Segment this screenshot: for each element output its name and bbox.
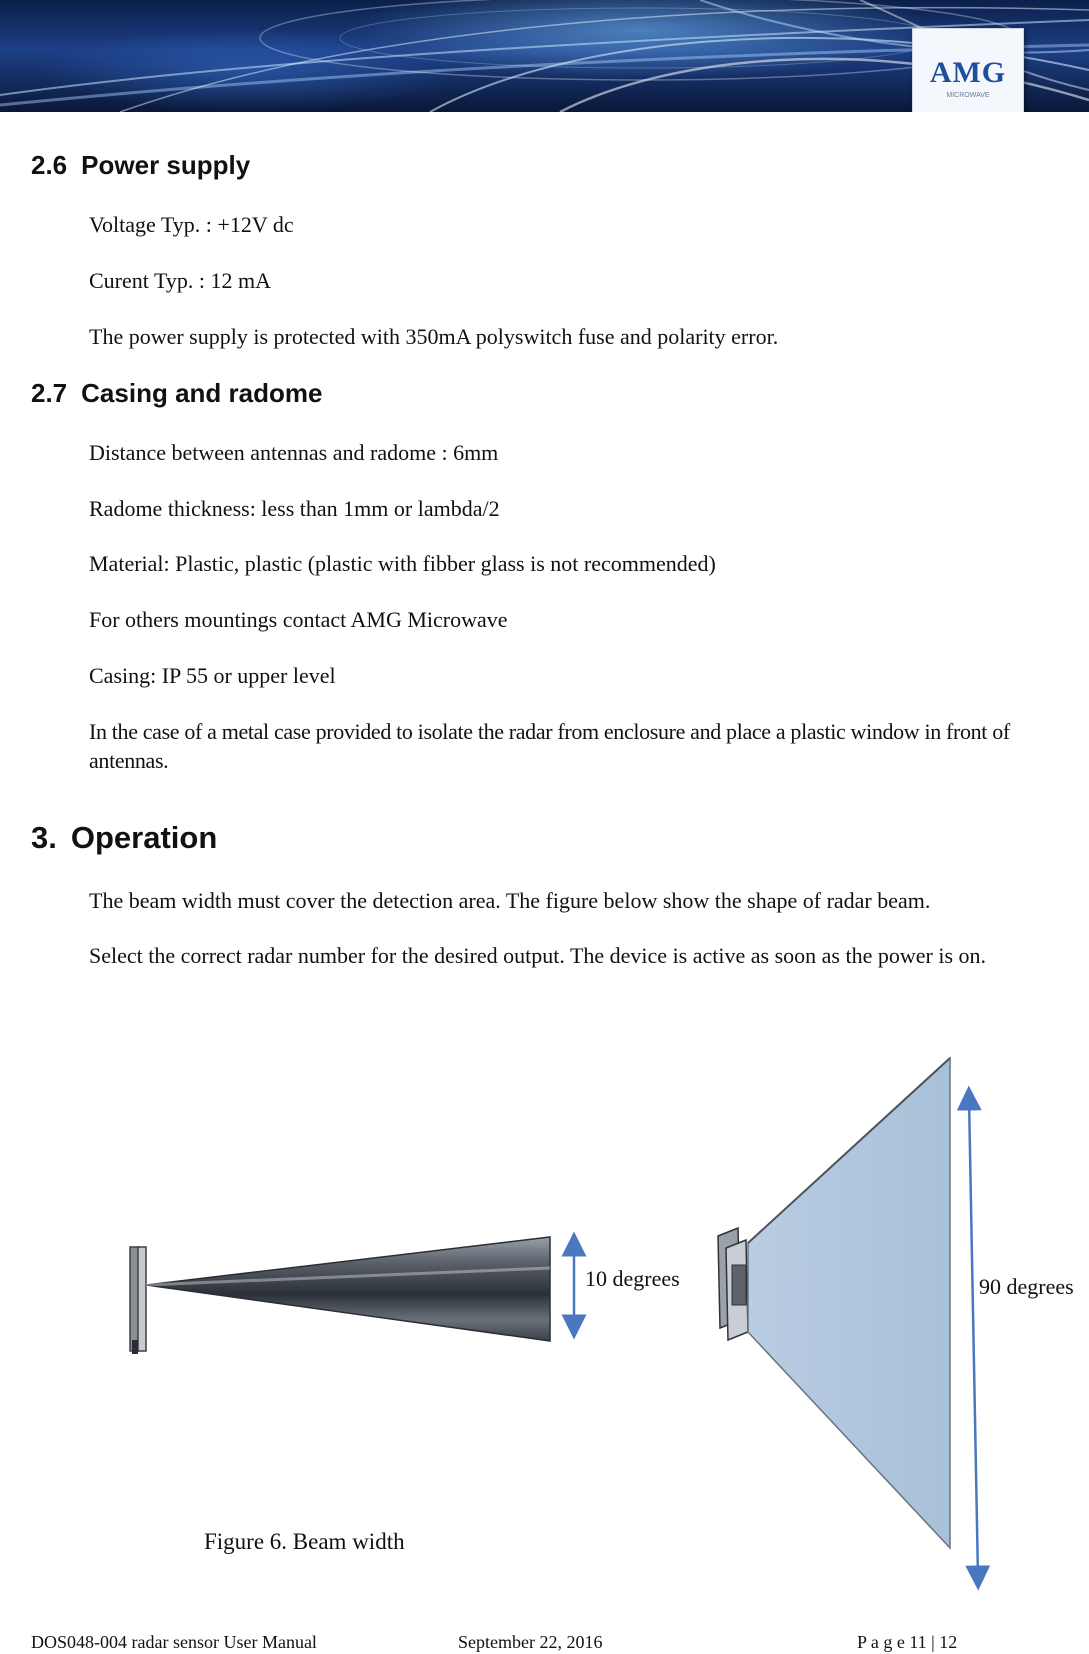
footer-page-word: P a g e (857, 1632, 905, 1652)
logo-text: AMG (929, 55, 1007, 89)
footer-page-number: 11 | 12 (909, 1632, 958, 1652)
section-number: 2.6 (31, 150, 68, 180)
narrow-beam-sensor (130, 1247, 146, 1354)
wide-beam-label: 90 degrees (979, 1274, 1074, 1299)
current-line: Curent Typ. : 12 mA (89, 268, 271, 293)
protection-line: The power supply is protected with 350mA polyswitch fuse and polarity error. (89, 324, 779, 349)
section-number: 2.7 (31, 378, 68, 408)
section-3-heading (31, 820, 217, 856)
section-title: Casing and radome (81, 378, 323, 408)
antenna-distance-line: Distance between antennas and radome : 6mm (89, 440, 499, 465)
mountings-line: For others mountings contact AMG Microwave (89, 607, 508, 632)
figure-caption: Figure 6. Beam width (204, 1529, 405, 1554)
section-title: Power supply (81, 150, 251, 180)
footer-document-title: DOS048-004 radar sensor User Manual (31, 1632, 317, 1652)
footer-page (857, 1632, 957, 1653)
amg-logo (912, 28, 1024, 112)
section-number: 3. (31, 820, 57, 855)
casing-line: Casing: IP 55 or upper level (89, 663, 336, 688)
section-2-7-heading (31, 378, 322, 409)
narrow-beam-label: 10 degrees (585, 1266, 680, 1291)
section-2-6-heading (31, 150, 250, 181)
footer-date: September 22, 2016 (458, 1632, 603, 1652)
logo-subtext: MICROWAVE (946, 91, 990, 99)
wide-beam-arrow (969, 1098, 978, 1578)
wide-radar-beam (748, 1058, 950, 1548)
material-line: Material: Plastic, plastic (plastic with fibber glass is not recommended) (89, 551, 716, 576)
radar-number-paragraph: Select the correct radar number for the desired output. The device is active as soon as the power is on. (89, 943, 987, 968)
section-title: Operation (70, 820, 218, 855)
voltage-line: Voltage Typ. : +12V dc (89, 212, 294, 237)
beam-width-figure (0, 1040, 1089, 1600)
wide-beam-sensor (718, 1228, 748, 1340)
beam-width-paragraph: The beam width must cover the detection area. The figure below show the shape of radar beam. (89, 888, 931, 913)
narrow-radar-beam (146, 1237, 550, 1341)
header-banner (0, 0, 1089, 112)
radome-thickness-line: Radome thickness: less than 1mm or lambda/2 (89, 496, 500, 521)
metal-case-paragraph: In the case of a metal case provided to isolate the radar from enclosure and place a plastic window in front of antennas. (89, 719, 1010, 773)
